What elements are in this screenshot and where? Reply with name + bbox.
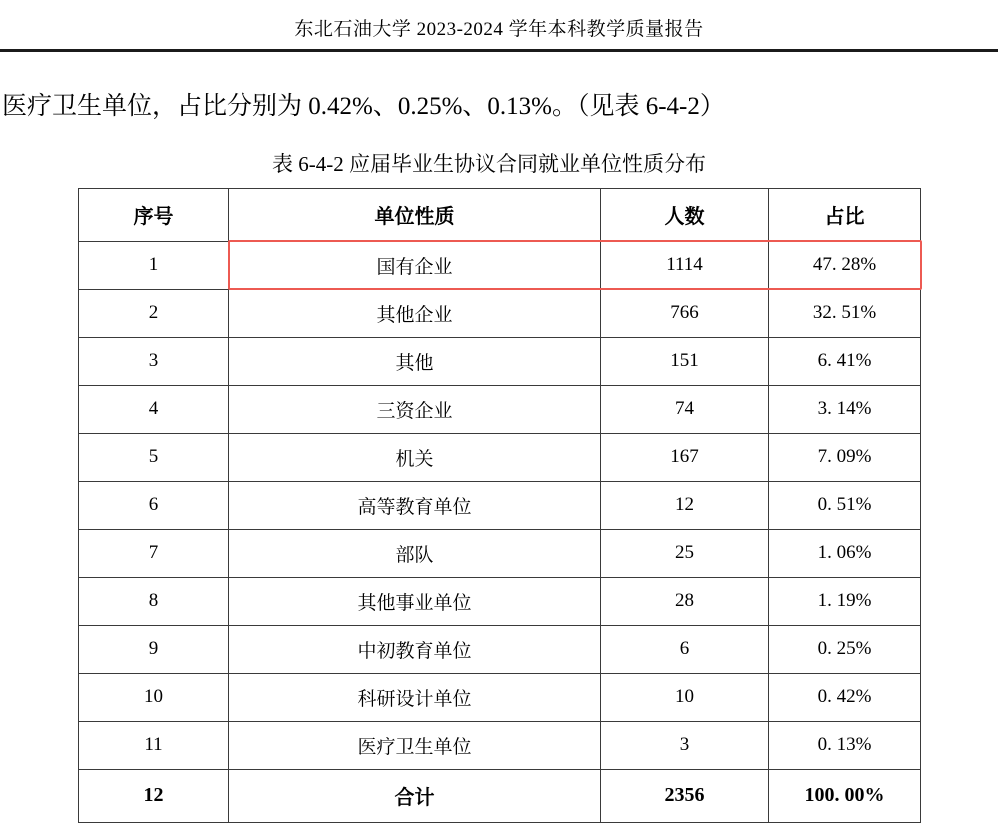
table-row (79, 673, 921, 721)
running-header (0, 0, 998, 41)
cell-ratio: 1. 19% (769, 577, 921, 625)
cell-ratio: 3. 14% (769, 385, 921, 433)
column-header-nature: 单位性质 (229, 188, 601, 241)
cell-ratio: 0. 51% (769, 481, 921, 529)
cell-nature: 高等教育单位 (229, 481, 601, 529)
cell-count: 12 (601, 481, 769, 529)
cell-nature: 中初教育单位 (229, 625, 601, 673)
employment-unit-nature-table (78, 188, 921, 823)
column-header-count: 人数 (601, 188, 769, 241)
header-divider (0, 49, 998, 52)
cell-no: 2 (79, 289, 229, 337)
cell-nature: 其他企业 (229, 289, 601, 337)
cell-nature: 医疗卫生单位 (229, 721, 601, 769)
column-header-ratio: 占比 (769, 188, 921, 241)
table-row (79, 433, 921, 481)
cell-count: 74 (601, 385, 769, 433)
cell-count: 6 (601, 625, 769, 673)
cell-no: 9 (79, 625, 229, 673)
cell-no: 3 (79, 337, 229, 385)
cell-no: 12 (79, 769, 229, 822)
cell-nature: 三资企业 (229, 385, 601, 433)
table-row (79, 529, 921, 577)
cell-nature: 其他事业单位 (229, 577, 601, 625)
table-header-row (79, 188, 921, 241)
table-container (0, 188, 998, 823)
body-paragraph: 医疗卫生单位，占比分别为 0.42%、0.25%、0.13%。（见表 6-4-2） (2, 93, 725, 120)
running-header-title: 东北石油大学 2023-2024 学年本科教学质量报告 (294, 19, 704, 40)
column-header-no: 序号 (79, 188, 229, 241)
cell-ratio: 6. 41% (769, 337, 921, 385)
cell-count: 2356 (601, 769, 769, 822)
cell-no: 11 (79, 721, 229, 769)
cell-ratio: 100. 00% (769, 769, 921, 822)
cell-no: 7 (79, 529, 229, 577)
cell-no: 5 (79, 433, 229, 481)
table-total-row (79, 769, 921, 822)
cell-ratio: 7. 09% (769, 433, 921, 481)
cell-count: 151 (601, 337, 769, 385)
table-row (79, 241, 921, 289)
table-row (79, 385, 921, 433)
table-row (79, 481, 921, 529)
cell-count: 1114 (601, 241, 769, 289)
cell-nature: 部队 (229, 529, 601, 577)
cell-ratio: 0. 13% (769, 721, 921, 769)
cell-ratio: 1. 06% (769, 529, 921, 577)
cell-no: 8 (79, 577, 229, 625)
table-caption: 表 6-4-2 应届毕业生协议合同就业单位性质分布 (272, 151, 706, 176)
cell-no: 6 (79, 481, 229, 529)
cell-ratio: 32. 51% (769, 289, 921, 337)
table-row (79, 577, 921, 625)
cell-nature: 合计 (229, 769, 601, 822)
cell-nature: 科研设计单位 (229, 673, 601, 721)
cell-count: 28 (601, 577, 769, 625)
table-row (79, 289, 921, 337)
table-row (79, 337, 921, 385)
cell-ratio: 47. 28% (769, 241, 921, 289)
cell-count: 3 (601, 721, 769, 769)
cell-no: 4 (79, 385, 229, 433)
cell-no: 10 (79, 673, 229, 721)
cell-count: 10 (601, 673, 769, 721)
cell-nature: 机关 (229, 433, 601, 481)
table-row (79, 721, 921, 769)
cell-count: 25 (601, 529, 769, 577)
cell-nature: 国有企业 (229, 241, 601, 289)
cell-count: 766 (601, 289, 769, 337)
cell-count: 167 (601, 433, 769, 481)
cell-ratio: 0. 42% (769, 673, 921, 721)
table-row (79, 625, 921, 673)
cell-no: 1 (79, 241, 229, 289)
cell-ratio: 0. 25% (769, 625, 921, 673)
cell-nature: 其他 (229, 337, 601, 385)
